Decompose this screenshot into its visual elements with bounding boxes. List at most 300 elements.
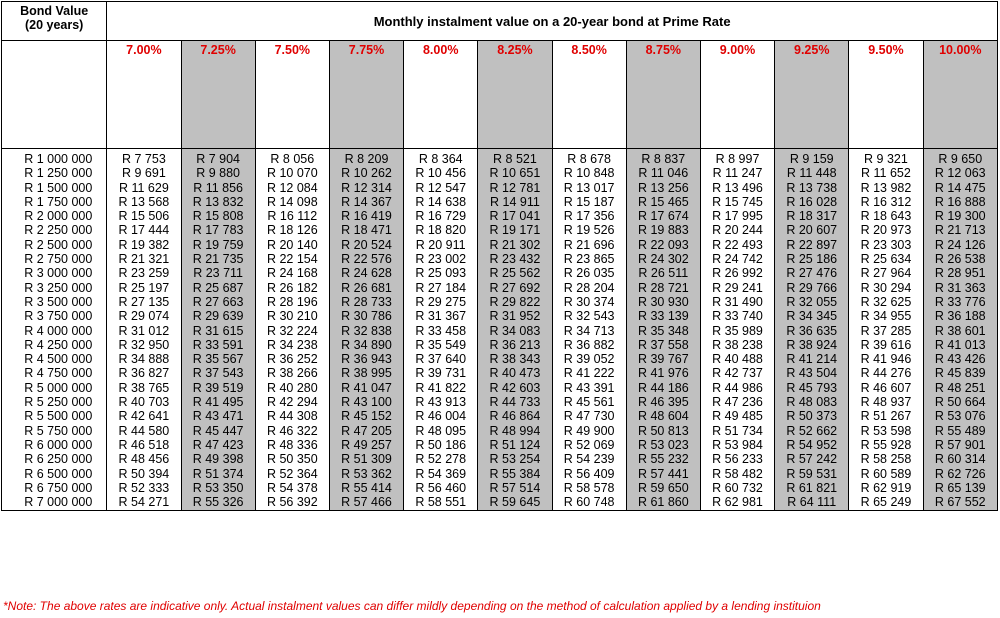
instalment-cell: R 24 302	[637, 252, 689, 267]
instalment-cell: R 31 367	[415, 309, 467, 324]
disclaimer-note: *Note: The above rates are indicative only. Actual instalment values can differ mildly depending on the method of calculation applied by a lending instituion	[3, 599, 821, 613]
instalment-cell: R 32 055	[786, 294, 838, 309]
blank-header-cell	[2, 41, 107, 149]
instalment-cell: R 52 278	[415, 452, 467, 467]
instalment-cell: R 38 238	[712, 337, 763, 352]
bond-value-cell: R 5 000 000	[24, 380, 93, 395]
instalment-cell: R 31 615	[192, 323, 244, 338]
instalment-cell: R 12 314	[341, 180, 392, 195]
instalment-cell: R 28 721	[637, 280, 689, 295]
instalment-cell: R 12 063	[934, 166, 986, 181]
instalment-cell: R 55 384	[489, 466, 541, 481]
instalment-cell: R 23 432	[489, 252, 541, 267]
instalment-cell: R 30 930	[637, 294, 689, 309]
instalment-cell: R 44 733	[489, 395, 541, 410]
instalment-cell: R 53 362	[341, 466, 392, 481]
instalment-cell: R 46 004	[415, 409, 467, 424]
bond-value-cell: R 2 000 000	[24, 209, 93, 224]
instalment-cell: R 9 650	[938, 152, 983, 166]
instalment-cell: R 10 456	[415, 166, 467, 181]
instalment-cell: R 20 973	[860, 223, 912, 238]
instalment-cell: R 33 139	[637, 309, 689, 324]
instalment-cell: R 21 713	[934, 223, 986, 238]
instalment-cell: R 40 473	[489, 366, 541, 381]
instalment-cell: R 57 901	[934, 437, 986, 452]
instalment-cell: R 59 531	[786, 466, 838, 481]
instalment-cell: R 41 214	[786, 352, 838, 367]
instalment-cell: R 23 259	[118, 266, 170, 281]
instalment-cell: R 9 321	[864, 152, 908, 166]
instalment-cell: R 41 495	[192, 395, 244, 410]
instalment-cell: R 54 369	[415, 466, 467, 481]
bond-value-cell: R 5 250 000	[24, 395, 93, 410]
instalment-cell: R 15 187	[563, 194, 615, 209]
instalment-cell: R 60 748	[563, 495, 615, 510]
instalment-cell: R 25 562	[489, 266, 541, 281]
instalment-cell: R 26 511	[638, 266, 689, 281]
instalment-cell: R 27 692	[489, 280, 541, 295]
rate-row	[2, 41, 998, 149]
instalment-cell: R 35 348	[637, 323, 689, 338]
instalment-cell: R 43 471	[192, 409, 244, 424]
instalment-cell: R 22 897	[786, 237, 838, 252]
instalment-cell: R 56 392	[266, 495, 318, 510]
bond-value-cell: R 1 250 000	[24, 166, 93, 181]
instalment-cell: R 52 333	[118, 480, 170, 495]
instalment-cell: R 13 017	[563, 180, 615, 195]
instalment-cell: R 42 737	[712, 366, 763, 381]
instalment-cell: R 25 186	[786, 252, 838, 267]
instalment-cell: R 13 568	[118, 194, 170, 209]
bond-value-cell: R 4 750 000	[24, 366, 93, 381]
bond-value-cell: R 7 000 000	[24, 495, 93, 510]
bond-value-cell: R 1 500 000	[24, 180, 93, 195]
instalment-cell: R 51 309	[341, 452, 392, 467]
instalment-cell: R 19 526	[563, 223, 615, 238]
instalment-cell: R 58 258	[860, 452, 912, 467]
instalment-cell: R 39 519	[192, 380, 244, 395]
instalment-cell: R 28 196	[266, 294, 318, 309]
instalment-cell: R 18 317	[786, 209, 838, 224]
instalment-cell: R 57 514	[489, 480, 541, 495]
instalment-cell: R 32 838	[341, 323, 392, 338]
instalment-cell: R 11 652	[861, 166, 911, 181]
instalment-cell: R 16 312	[860, 194, 912, 209]
instalment-cell: R 20 244	[712, 223, 763, 238]
instalment-cell: R 41 822	[415, 380, 467, 395]
instalment-column	[775, 149, 849, 511]
instalment-cell: R 48 251	[934, 380, 986, 395]
instalment-cell: R 30 786	[341, 309, 392, 324]
rate-header: 7.50%	[255, 41, 329, 149]
instalment-cell: R 61 821	[786, 480, 838, 495]
instalment-cell: R 41 946	[860, 352, 912, 367]
instalment-cell: R 54 271	[118, 495, 170, 510]
instalment-cell: R 41 976	[637, 366, 689, 381]
instalment-cell: R 57 441	[637, 466, 689, 481]
instalment-cell: R 45 793	[786, 380, 838, 395]
instalment-cell: R 16 112	[267, 209, 318, 224]
instalment-cell: R 15 808	[192, 209, 244, 224]
bond-value-cell: R 6 000 000	[24, 437, 93, 452]
instalment-cell: R 36 213	[489, 337, 541, 352]
instalment-cell: R 53 254	[489, 452, 541, 467]
instalment-cell: R 47 423	[192, 437, 244, 452]
instalment-cell: R 18 643	[860, 209, 912, 224]
bond-instalment-table	[1, 1, 998, 511]
instalment-cell: R 14 638	[415, 194, 467, 209]
instalment-cell: R 7 904	[196, 152, 240, 166]
rate-header: 8.50%	[552, 41, 626, 149]
bond-value-cell: R 6 500 000	[24, 466, 93, 481]
instalment-cell: R 58 551	[415, 495, 467, 510]
instalment-column	[255, 149, 329, 511]
bond-value-label: Bond Value	[20, 4, 89, 18]
instalment-cell: R 23 002	[415, 252, 467, 267]
instalment-cell: R 51 734	[712, 423, 763, 438]
instalment-cell: R 28 733	[341, 294, 392, 309]
instalment-cell: R 51 267	[860, 409, 912, 424]
instalment-column	[700, 149, 774, 511]
rate-header: 7.75%	[329, 41, 403, 149]
instalment-cell: R 52 364	[266, 466, 318, 481]
instalment-column	[923, 149, 997, 511]
instalment-cell: R 34 345	[786, 309, 838, 324]
instalment-cell: R 30 210	[266, 309, 318, 324]
instalment-cell: R 30 374	[563, 294, 615, 309]
instalment-cell: R 39 052	[563, 352, 615, 367]
instalment-cell: R 34 238	[266, 337, 318, 352]
instalment-cell: R 11 448	[786, 166, 837, 181]
instalment-cell: R 58 482	[712, 466, 763, 481]
instalment-cell: R 50 813	[637, 423, 689, 438]
instalment-cell: R 62 981	[712, 495, 763, 510]
instalment-cell: R 41 047	[341, 380, 392, 395]
instalment-cell: R 11 247	[712, 166, 763, 181]
instalment-cell: R 62 726	[934, 466, 986, 481]
instalment-cell: R 8 056	[270, 152, 315, 166]
instalment-cell: R 23 711	[193, 266, 243, 281]
instalment-cell: R 31 952	[489, 309, 541, 324]
instalment-cell: R 34 890	[341, 337, 392, 352]
instalment-cell: R 18 126	[266, 223, 318, 238]
instalment-cell: R 53 598	[860, 423, 912, 438]
instalment-cell: R 61 860	[637, 495, 689, 510]
bond-value-cell: R 2 750 000	[24, 252, 93, 267]
instalment-cell: R 48 336	[266, 437, 318, 452]
instalment-cell: R 53 023	[637, 437, 689, 452]
instalment-cell: R 47 205	[341, 423, 392, 438]
instalment-cell: R 36 827	[118, 366, 170, 381]
instalment-cell: R 55 489	[934, 423, 986, 438]
instalment-cell: R 38 765	[118, 380, 170, 395]
instalment-cell: R 49 398	[192, 452, 244, 467]
instalment-cell: R 26 538	[934, 252, 986, 267]
instalment-cell: R 49 485	[712, 409, 763, 424]
instalment-cell: R 29 766	[786, 280, 838, 295]
instalment-cell: R 45 839	[934, 366, 986, 381]
rate-header: 7.25%	[181, 41, 255, 149]
instalment-cell: R 31 363	[934, 280, 986, 295]
instalment-cell: R 31 490	[712, 294, 763, 309]
instalment-cell: R 22 154	[266, 252, 318, 267]
instalment-cell: R 50 394	[118, 466, 170, 481]
instalment-cell: R 33 591	[192, 337, 244, 352]
instalment-cell: R 7 753	[122, 152, 166, 166]
instalment-cell: R 34 955	[860, 309, 912, 324]
bond-value-header	[2, 2, 107, 41]
instalment-cell: R 16 419	[341, 209, 392, 224]
instalment-cell: R 26 035	[563, 266, 615, 281]
instalment-cell: R 12 547	[415, 180, 467, 195]
instalment-cell: R 38 266	[266, 366, 318, 381]
instalment-cell: R 59 650	[637, 480, 689, 495]
instalment-cell: R 44 276	[860, 366, 912, 381]
instalment-cell: R 29 275	[415, 294, 467, 309]
instalment-cell: R 39 616	[860, 337, 912, 352]
instalment-cell: R 31 012	[118, 323, 170, 338]
bond-value-cell: R 2 500 000	[24, 237, 93, 252]
instalment-cell: R 27 135	[118, 294, 170, 309]
instalment-cell: R 20 911	[415, 237, 466, 252]
instalment-cell: R 45 152	[341, 409, 392, 424]
bond-value-column	[2, 149, 107, 511]
instalment-cell: R 62 919	[860, 480, 912, 495]
instalment-cell: R 43 913	[415, 395, 467, 410]
instalment-cell: R 36 188	[934, 309, 986, 324]
instalment-cell: R 54 239	[563, 452, 615, 467]
instalment-cell: R 40 488	[712, 352, 763, 367]
instalment-cell: R 18 471	[341, 223, 392, 238]
instalment-cell: R 38 343	[489, 352, 541, 367]
instalment-cell: R 19 883	[637, 223, 689, 238]
instalment-cell: R 21 735	[192, 252, 244, 267]
data-row	[2, 149, 998, 511]
rate-header: 8.25%	[478, 41, 552, 149]
bond-value-cell: R 6 750 000	[24, 480, 93, 495]
instalment-cell: R 24 168	[266, 266, 318, 281]
instalment-cell: R 57 466	[341, 495, 392, 510]
instalment-cell: R 56 409	[563, 466, 615, 481]
rate-header: 10.00%	[923, 41, 997, 149]
instalment-cell: R 28 204	[563, 280, 615, 295]
instalment-cell: R 64 111	[787, 495, 837, 510]
instalment-cell: R 17 041	[489, 209, 541, 224]
instalment-cell: R 17 356	[563, 209, 615, 224]
bond-term-label: (20 years)	[24, 18, 84, 33]
bond-value-cell: R 4 000 000	[24, 323, 93, 338]
instalment-cell: R 22 093	[637, 237, 689, 252]
instalment-cell: R 50 373	[786, 409, 838, 424]
instalment-cell: R 49 257	[341, 437, 392, 452]
instalment-cell: R 55 326	[192, 495, 244, 510]
instalment-cell: R 28 951	[934, 266, 986, 281]
instalment-cell: R 8 997	[715, 152, 760, 166]
instalment-column	[107, 149, 181, 511]
instalment-cell: R 17 783	[192, 223, 244, 238]
bond-value-cell: R 3 250 000	[24, 280, 93, 295]
instalment-cell: R 46 607	[860, 380, 912, 395]
bond-value-cell: R 1 750 000	[24, 194, 93, 209]
instalment-cell: R 25 093	[415, 266, 467, 281]
instalment-cell: R 53 984	[712, 437, 763, 452]
rate-header: 9.00%	[700, 41, 774, 149]
instalment-cell: R 21 321	[118, 252, 170, 267]
instalment-cell: R 56 233	[712, 452, 763, 467]
instalment-cell: R 37 558	[637, 337, 689, 352]
instalment-cell: R 21 302	[489, 237, 541, 252]
instalment-cell: R 32 543	[563, 309, 615, 324]
instalment-cell: R 55 414	[341, 480, 392, 495]
instalment-cell: R 42 294	[266, 395, 318, 410]
instalment-cell: R 52 662	[786, 423, 838, 438]
instalment-column	[181, 149, 255, 511]
instalment-cell: R 44 580	[118, 423, 170, 438]
instalment-cell: R 15 465	[637, 194, 689, 209]
instalment-cell: R 60 589	[860, 466, 912, 481]
bond-value-cell: R 6 250 000	[24, 452, 93, 467]
instalment-cell: R 48 937	[860, 395, 912, 410]
instalment-column	[626, 149, 700, 511]
instalment-cell: R 67 552	[934, 495, 986, 510]
instalment-cell: R 52 069	[563, 437, 615, 452]
instalment-cell: R 43 504	[786, 366, 838, 381]
instalment-cell: R 36 635	[786, 323, 838, 338]
rate-header: 7.00%	[107, 41, 181, 149]
instalment-cell: R 38 924	[786, 337, 838, 352]
instalment-cell: R 48 095	[415, 423, 467, 438]
instalment-column	[404, 149, 478, 511]
instalment-cell: R 10 262	[341, 166, 392, 181]
instalment-cell: R 58 578	[563, 480, 615, 495]
instalment-cell: R 20 524	[341, 237, 392, 252]
instalment-cell: R 60 314	[934, 452, 986, 467]
instalment-cell: R 50 350	[266, 452, 318, 467]
instalment-cell: R 35 567	[192, 352, 244, 367]
instalment-cell: R 16 028	[786, 194, 838, 209]
instalment-cell: R 36 943	[341, 352, 392, 367]
instalment-cell: R 11 046	[638, 166, 689, 181]
instalment-cell: R 12 084	[266, 180, 318, 195]
instalment-cell: R 59 645	[489, 495, 541, 510]
instalment-cell: R 36 252	[266, 352, 318, 367]
instalment-cell: R 54 952	[786, 437, 838, 452]
instalment-cell: R 10 070	[266, 166, 318, 181]
instalment-cell: R 33 458	[415, 323, 467, 338]
instalment-cell: R 42 603	[489, 380, 541, 395]
instalment-cell: R 46 395	[637, 395, 689, 410]
instalment-cell: R 14 367	[341, 194, 392, 209]
instalment-cell: R 37 285	[860, 323, 912, 338]
instalment-cell: R 13 738	[786, 180, 838, 195]
instalment-cell: R 37 640	[415, 352, 467, 367]
instalment-cell: R 25 687	[192, 280, 244, 295]
instalment-cell: R 60 732	[712, 480, 763, 495]
instalment-cell: R 50 186	[415, 437, 467, 452]
instalment-cell: R 46 518	[118, 437, 170, 452]
instalment-cell: R 40 703	[118, 395, 170, 410]
instalment-cell: R 13 982	[860, 180, 912, 195]
instalment-cell: R 19 300	[934, 209, 986, 224]
instalment-cell: R 29 639	[192, 309, 244, 324]
instalment-cell: R 44 186	[637, 380, 689, 395]
instalment-cell: R 32 625	[860, 294, 912, 309]
instalment-cell: R 11 629	[118, 180, 169, 195]
rate-header: 8.00%	[404, 41, 478, 149]
instalment-cell: R 53 076	[934, 409, 986, 424]
bond-value-cell: R 2 250 000	[24, 223, 93, 238]
instalment-cell: R 13 832	[192, 194, 244, 209]
instalment-cell: R 27 663	[192, 294, 244, 309]
instalment-cell: R 14 475	[934, 180, 986, 195]
instalment-cell: R 26 681	[341, 280, 392, 295]
bond-value-cell: R 1 000 000	[24, 152, 93, 166]
instalment-cell: R 39 731	[415, 366, 467, 381]
instalment-cell: R 8 209	[344, 152, 389, 166]
instalment-column	[849, 149, 923, 511]
instalment-cell: R 50 664	[934, 395, 986, 410]
instalment-cell: R 17 444	[118, 223, 170, 238]
instalment-cell: R 13 256	[637, 180, 689, 195]
instalment-cell: R 11 856	[193, 180, 243, 195]
instalment-cell: R 34 888	[118, 352, 170, 367]
instalment-column	[329, 149, 403, 511]
instalment-cell: R 32 224	[266, 323, 318, 338]
instalment-cell: R 29 074	[118, 309, 170, 324]
instalment-cell: R 54 378	[266, 480, 318, 495]
instalment-cell: R 14 911	[490, 194, 540, 209]
instalment-cell: R 9 691	[122, 166, 166, 181]
instalment-cell: R 24 126	[934, 237, 986, 252]
instalment-cell: R 47 236	[712, 395, 763, 410]
instalment-cell: R 38 601	[934, 323, 986, 338]
instalment-cell: R 49 900	[563, 423, 615, 438]
instalment-cell: R 30 294	[860, 280, 912, 295]
instalment-cell: R 48 456	[118, 452, 170, 467]
instalment-cell: R 8 678	[567, 152, 611, 166]
instalment-cell: R 43 100	[341, 395, 392, 410]
instalment-cell: R 20 140	[266, 237, 318, 252]
instalment-cell: R 34 083	[489, 323, 541, 338]
instalment-cell: R 65 139	[934, 480, 986, 495]
instalment-cell: R 65 249	[860, 495, 912, 510]
instalment-cell: R 19 171	[489, 223, 541, 238]
instalment-cell: R 29 822	[489, 294, 541, 309]
instalment-cell: R 24 742	[712, 252, 763, 267]
instalment-cell: R 17 995	[712, 209, 763, 224]
bond-value-cell: R 5 500 000	[24, 409, 93, 424]
instalment-cell: R 53 350	[192, 480, 244, 495]
table-title: Monthly instalment value on a 20-year bond at Prime Rate	[107, 2, 998, 41]
bond-value-cell: R 3 750 000	[24, 309, 93, 324]
instalment-cell: R 38 995	[341, 366, 392, 381]
instalment-cell: R 42 641	[118, 409, 170, 424]
instalment-cell: R 8 364	[418, 152, 463, 166]
instalment-cell: R 9 880	[196, 166, 240, 181]
bond-value-cell: R 3 000 000	[24, 266, 93, 281]
instalment-cell: R 16 888	[934, 194, 986, 209]
instalment-cell: R 25 634	[860, 252, 912, 267]
rate-header: 9.50%	[849, 41, 923, 149]
instalment-cell: R 22 493	[712, 237, 763, 252]
instalment-cell: R 44 308	[266, 409, 318, 424]
rate-header: 8.75%	[626, 41, 700, 149]
instalment-column	[552, 149, 626, 511]
instalment-cell: R 48 604	[637, 409, 689, 424]
instalment-cell: R 32 950	[118, 337, 170, 352]
instalment-cell: R 23 865	[563, 252, 615, 267]
instalment-cell: R 15 506	[118, 209, 170, 224]
